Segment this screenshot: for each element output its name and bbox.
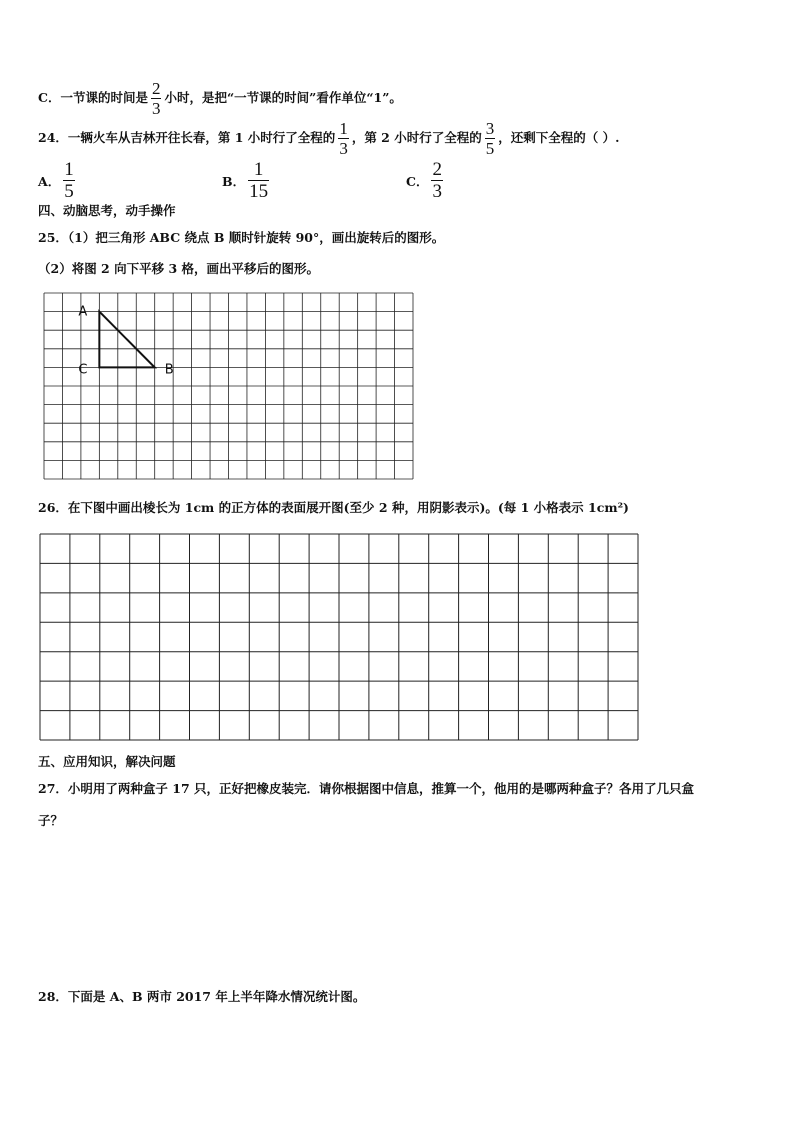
label-b: B xyxy=(164,362,174,378)
label-a: A xyxy=(78,304,88,320)
q27-line-2: 子？ xyxy=(38,813,64,828)
section-5-heading: 五、应用知识，解决问题 xyxy=(38,754,176,769)
q23-prefix: C．一节课的时间是 xyxy=(38,90,148,105)
q23-fraction: $\frac{2}{3}$ xyxy=(151,79,161,118)
q27-line-1: 27．小明用了两种盒子 17 只，正好把橡皮装完．请你根据图中信息，推算一个，他用的是哪两种盒子？各用了几只盒 xyxy=(38,781,694,796)
q23-suffix: 小时，是把“一节课的时间”看作单位“1”。 xyxy=(164,90,402,105)
q26-grid-lines xyxy=(40,534,638,740)
section-4-heading: 四、动脑思考，动手操作 xyxy=(38,203,176,218)
label-c: C xyxy=(78,362,88,378)
q24-fraction-2: $\frac{3}{5}$ xyxy=(485,119,495,158)
q24-fraction-1: $\frac{1}{3}$ xyxy=(339,119,348,158)
q24-option-a[interactable]: A． $\frac{1}{5}$ xyxy=(38,159,74,202)
q24-question: 24．一辆火车从吉林开往长春，第 1 小时行了全程的 $\frac{1}{3}$ ，第 2 小时行了全程的 $\frac{3}{5}$ ，还剩下全程的（ ）. xyxy=(38,119,620,158)
q25-part-2: （2）将图 2 向下平移 3 格，画出平移后的图形。 xyxy=(38,261,320,276)
q24-option-c[interactable]: C． $\frac{2}{3}$ xyxy=(406,159,442,202)
q26-question: 26．在下图中画出棱长为 1cm 的正方体的表面展开图(至少 2 种，用阴影表示)。(每 1 小格表示 1cm²) xyxy=(38,500,629,515)
q24-option-b[interactable]: B． $\frac{1}{15}$ xyxy=(222,159,269,202)
q25-part-1: 25．（1）把三角形 ABC 绕点 B 顺时针旋转 90°，画出旋转后的图形。 xyxy=(38,230,445,245)
q28-question: 28．下面是 A、B 两市 2017 年上半年降水情况统计图。 xyxy=(38,989,366,1004)
